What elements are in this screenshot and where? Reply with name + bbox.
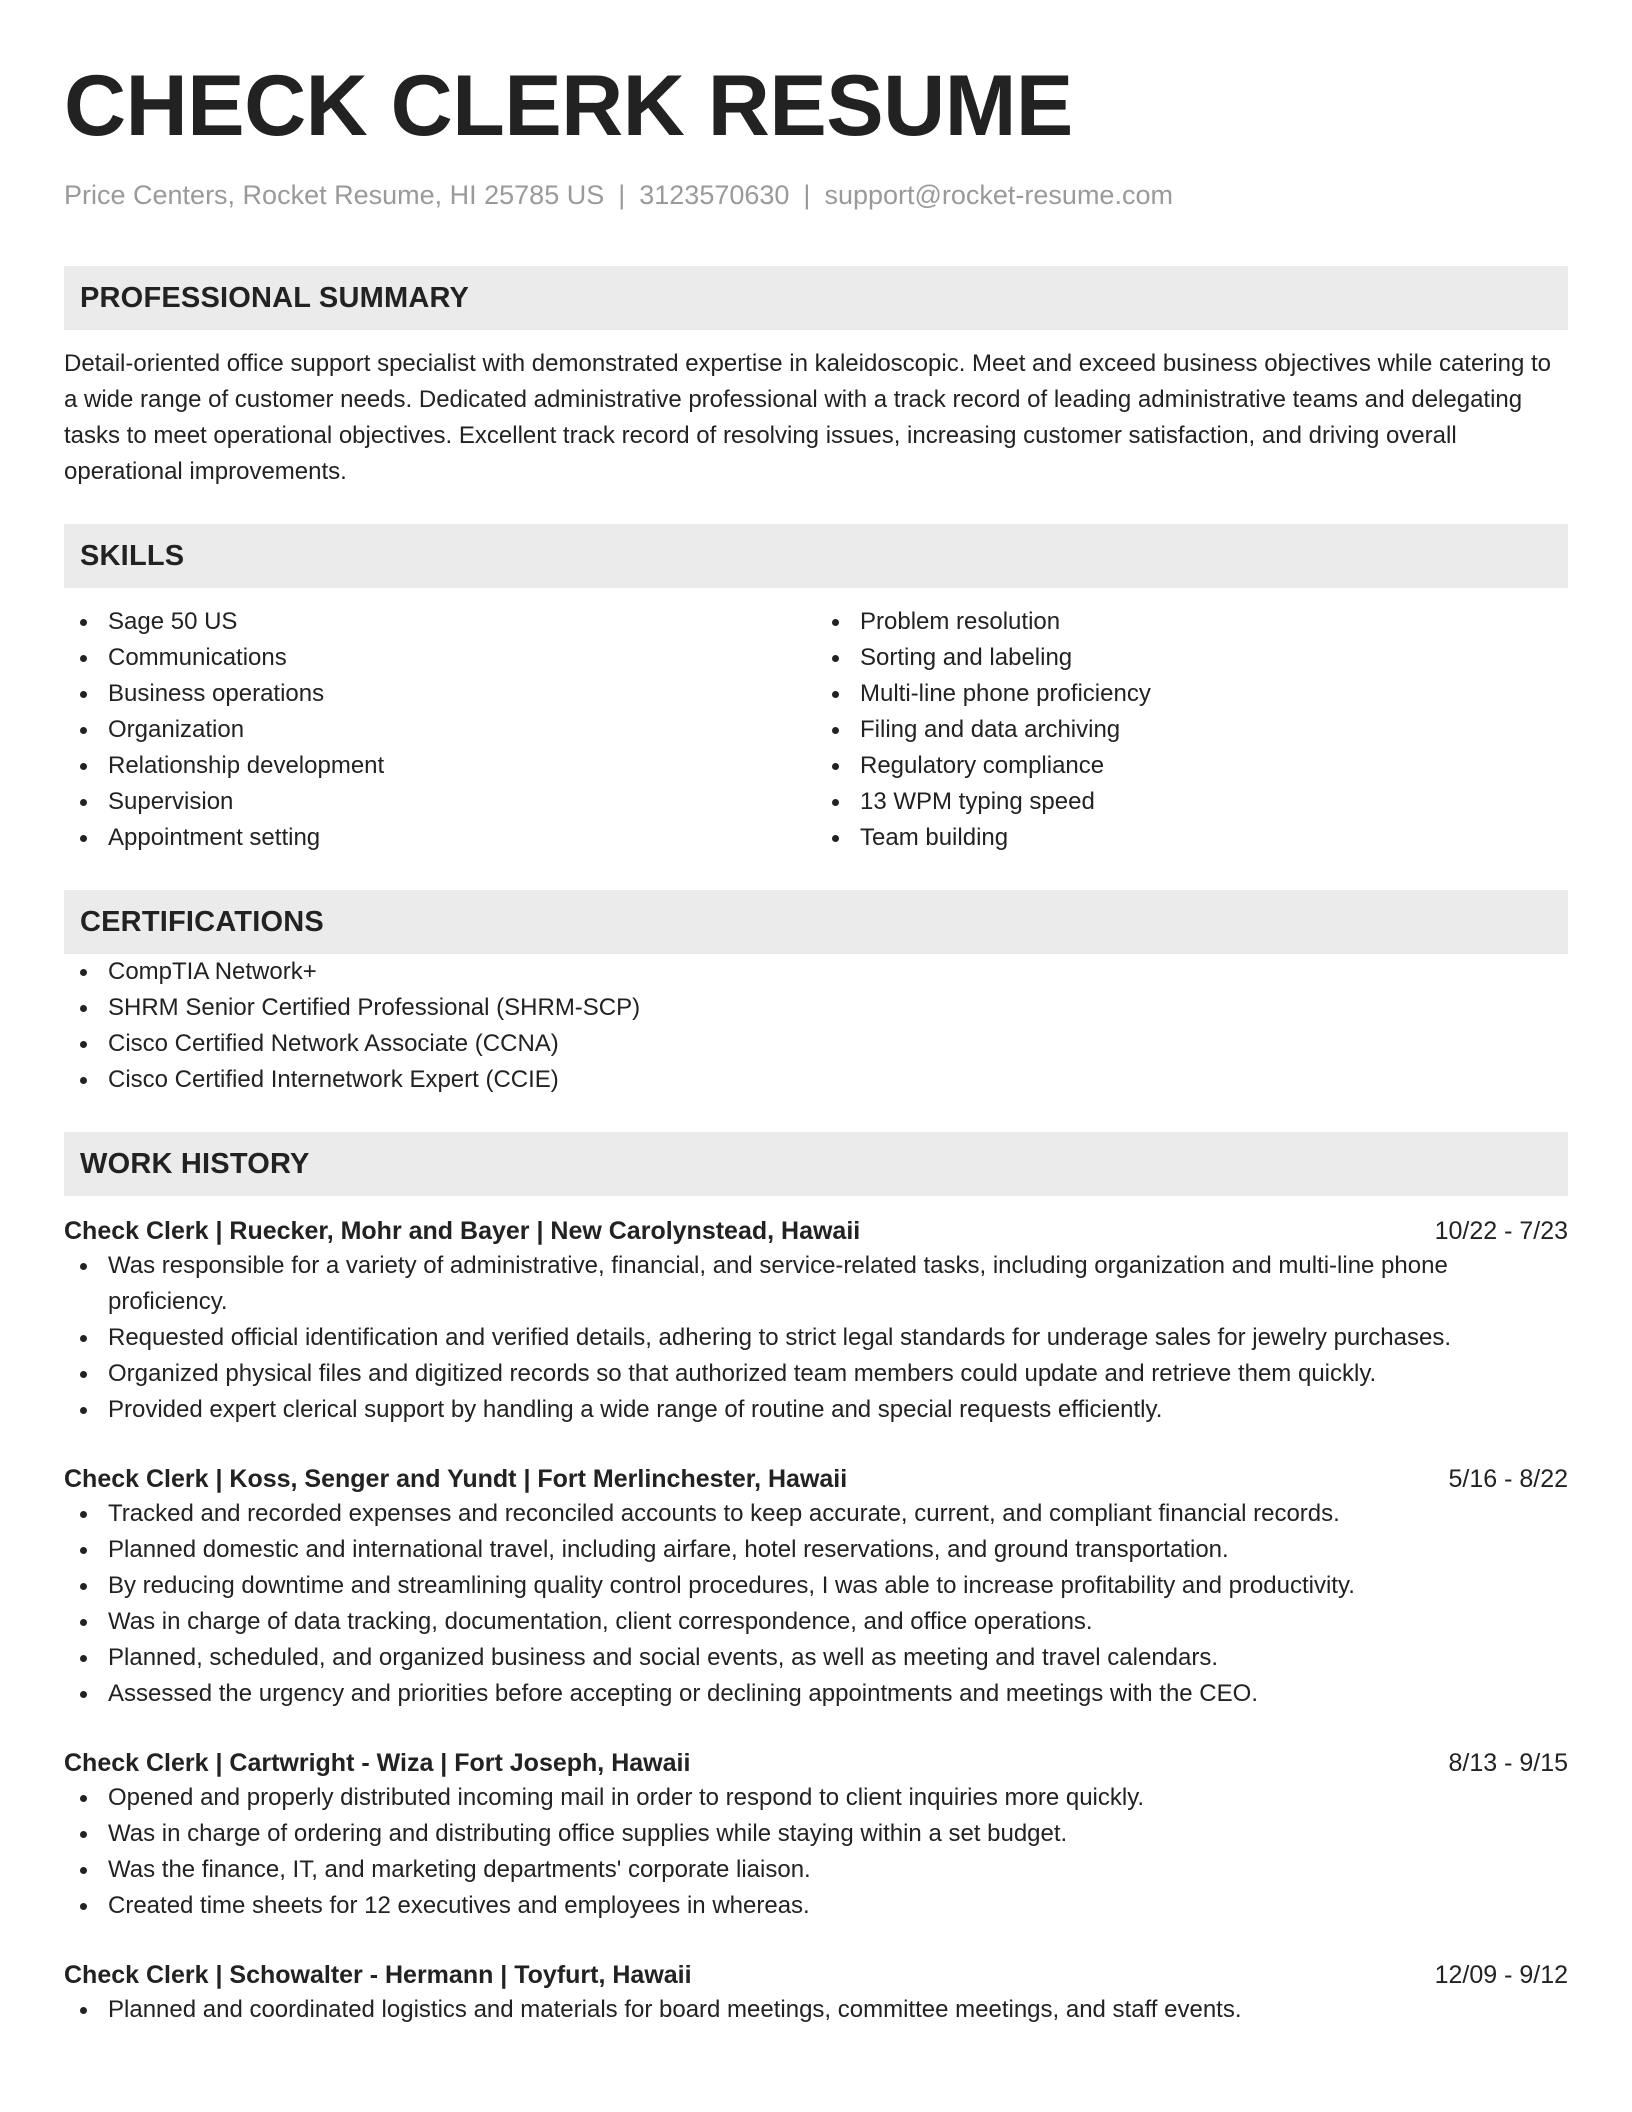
bullet-icon — [80, 691, 87, 698]
skill-item: Regulatory compliance — [816, 748, 1568, 784]
job-dates: 8/13 - 9/15 — [1448, 1749, 1568, 1777]
job-bullet: Provided expert clerical support by handling a wide range of routine and special requests efficiently. — [64, 1392, 1568, 1428]
skill-item: 13 WPM typing speed — [816, 784, 1568, 820]
skill-item: Sorting and labeling — [816, 640, 1568, 676]
contact-line — [64, 178, 1568, 212]
resume-title: CHECK CLERK RESUME — [64, 58, 1073, 154]
job-bullet: Was responsible for a variety of administrative, financial, and service-related tasks, including organization and multi-line phone proficiency. — [64, 1248, 1568, 1320]
skills-grid — [64, 604, 1568, 856]
skill-item: Filing and data archiving — [816, 712, 1568, 748]
job-dates: 5/16 - 8/22 — [1448, 1465, 1568, 1493]
skill-item: Sage 50 US — [64, 604, 816, 640]
job-bullet: Was the finance, IT, and marketing departments' corporate liaison. — [64, 1852, 1568, 1888]
job-heading — [64, 1958, 1568, 1992]
bullet-icon — [80, 1547, 87, 1554]
bullet-icon — [80, 1655, 87, 1662]
job-heading — [64, 1746, 1568, 1780]
contact-address: Price Centers, Rocket Resume, HI 25785 US — [64, 180, 605, 210]
certification-item: Cisco Certified Internetwork Expert (CCIE) — [64, 1062, 1568, 1098]
bullet-icon — [80, 1005, 87, 1012]
bullet-icon — [80, 655, 87, 662]
job-title: Check Clerk | Koss, Senger and Yundt | Fort Merlinchester, Hawaii — [64, 1465, 848, 1493]
skill-item: Relationship development — [64, 748, 816, 784]
job-entry — [64, 1462, 1568, 1712]
job-bullet: Assessed the urgency and priorities before accepting or declining appointments and meetings with the CEO. — [64, 1676, 1568, 1712]
bullet-icon — [80, 1831, 87, 1838]
bullet-icon — [80, 1903, 87, 1910]
skill-item: Appointment setting — [64, 820, 816, 856]
skills-column-right — [816, 604, 1568, 856]
certification-item: SHRM Senior Certified Professional (SHRM-SCP) — [64, 990, 1568, 1026]
bullet-icon — [80, 1867, 87, 1874]
job-bullet: Created time sheets for 12 executives and employees in whereas. — [64, 1888, 1568, 1924]
contact-phone: 3123570630 — [639, 180, 790, 210]
bullet-icon — [80, 1795, 87, 1802]
section-heading: WORK HISTORY — [80, 1147, 310, 1180]
summary-text: Detail-oriented office support specialist with demonstrated expertise in kaleidoscopic. Meet and exceed business objectives while catering to a wide range of customer needs. Dedicated administrative professional with a track record of leading administrative teams and delegating tasks to meet operational objectives. Excellent track record of resolving issues, increasing customer satisfaction, and driving overall operational improvements. — [64, 350, 1552, 485]
bullet-icon — [832, 799, 839, 806]
work-history-section — [64, 1132, 1568, 2028]
professional-summary-section — [64, 266, 1568, 490]
certification-list — [64, 954, 1568, 1098]
certifications-section — [64, 890, 1568, 1098]
skill-item: Team building — [816, 820, 1568, 856]
job-entry — [64, 1958, 1568, 2028]
job-entry — [64, 1214, 1568, 1428]
job-bullet: Was in charge of ordering and distributing office supplies while staying within a set budget. — [64, 1816, 1568, 1852]
bullet-icon — [80, 1263, 87, 1270]
skills-section — [64, 524, 1568, 856]
bullet-icon — [80, 1407, 87, 1414]
job-entry — [64, 1746, 1568, 1924]
job-bullet: Requested official identification and verified details, adhering to strict legal standards for underage sales for jewelry purchases. — [64, 1320, 1568, 1356]
skill-item: Business operations — [64, 676, 816, 712]
bullet-icon — [80, 1583, 87, 1590]
bullet-icon — [832, 763, 839, 770]
job-heading — [64, 1462, 1568, 1496]
contact-email: support@rocket-resume.com — [824, 180, 1173, 210]
job-bullet: Was in charge of data tracking, documentation, client correspondence, and office operations. — [64, 1604, 1568, 1640]
job-title: Check Clerk | Schowalter - Hermann | Toyfurt, Hawaii — [64, 1961, 692, 1989]
job-bullet-list — [64, 1992, 1568, 2028]
job-bullet: Planned domestic and international travel, including airfare, hotel reservations, and ground transportation. — [64, 1532, 1568, 1568]
job-title: Check Clerk | Cartwright - Wiza | Fort Joseph, Hawaii — [64, 1749, 691, 1777]
bullet-icon — [80, 1371, 87, 1378]
job-bullet: Planned, scheduled, and organized business and social events, as well as meeting and travel calendars. — [64, 1640, 1568, 1676]
certification-item: Cisco Certified Network Associate (CCNA) — [64, 1026, 1568, 1062]
skill-item: Organization — [64, 712, 816, 748]
job-bullet: Planned and coordinated logistics and materials for board meetings, committee meetings, and staff events. — [64, 1992, 1568, 2028]
bullet-icon — [80, 619, 87, 626]
bullet-icon — [80, 727, 87, 734]
bullet-icon — [80, 1335, 87, 1342]
section-header — [64, 890, 1568, 954]
skill-item: Multi-line phone proficiency — [816, 676, 1568, 712]
bullet-icon — [832, 691, 839, 698]
job-bullet: Organized physical files and digitized records so that authorized team members could update and retrieve them quickly. — [64, 1356, 1568, 1392]
bullet-icon — [832, 835, 839, 842]
skill-item: Communications — [64, 640, 816, 676]
bullet-icon — [80, 1077, 87, 1084]
bullet-icon — [80, 1691, 87, 1698]
job-heading — [64, 1214, 1568, 1248]
job-bullet: Opened and properly distributed incoming mail in order to respond to client inquiries more quickly. — [64, 1780, 1568, 1816]
bullet-icon — [80, 1619, 87, 1626]
skills-column-left — [64, 604, 816, 856]
bullet-icon — [80, 763, 87, 770]
bullet-icon — [80, 1041, 87, 1048]
section-header — [64, 266, 1568, 330]
certification-item: CompTIA Network+ — [64, 954, 1568, 990]
bullet-icon — [832, 619, 839, 626]
bullet-icon — [80, 969, 87, 976]
job-title: Check Clerk | Ruecker, Mohr and Bayer | New Carolynstead, Hawaii — [64, 1217, 861, 1245]
contact-separator: | — [803, 180, 811, 210]
job-bullet-list — [64, 1248, 1568, 1428]
job-bullet: Tracked and recorded expenses and reconciled accounts to keep accurate, current, and compliant financial records. — [64, 1496, 1568, 1532]
section-header — [64, 1132, 1568, 1196]
bullet-icon — [832, 727, 839, 734]
skill-item: Problem resolution — [816, 604, 1568, 640]
job-bullet-list — [64, 1496, 1568, 1712]
bullet-icon — [80, 1511, 87, 1518]
job-bullet: By reducing downtime and streamlining quality control procedures, I was able to increase profitability and productivity. — [64, 1568, 1568, 1604]
bullet-icon — [80, 799, 87, 806]
bullet-icon — [832, 655, 839, 662]
section-heading: CERTIFICATIONS — [80, 905, 324, 938]
job-dates: 12/09 - 9/12 — [1434, 1961, 1568, 1989]
section-heading: SKILLS — [80, 539, 185, 572]
section-header — [64, 524, 1568, 588]
bullet-icon — [80, 2007, 87, 2014]
contact-separator: | — [618, 180, 626, 210]
skill-item: Supervision — [64, 784, 816, 820]
section-heading: PROFESSIONAL SUMMARY — [80, 281, 470, 314]
job-dates: 10/22 - 7/23 — [1434, 1217, 1568, 1245]
job-bullet-list — [64, 1780, 1568, 1924]
bullet-icon — [80, 835, 87, 842]
